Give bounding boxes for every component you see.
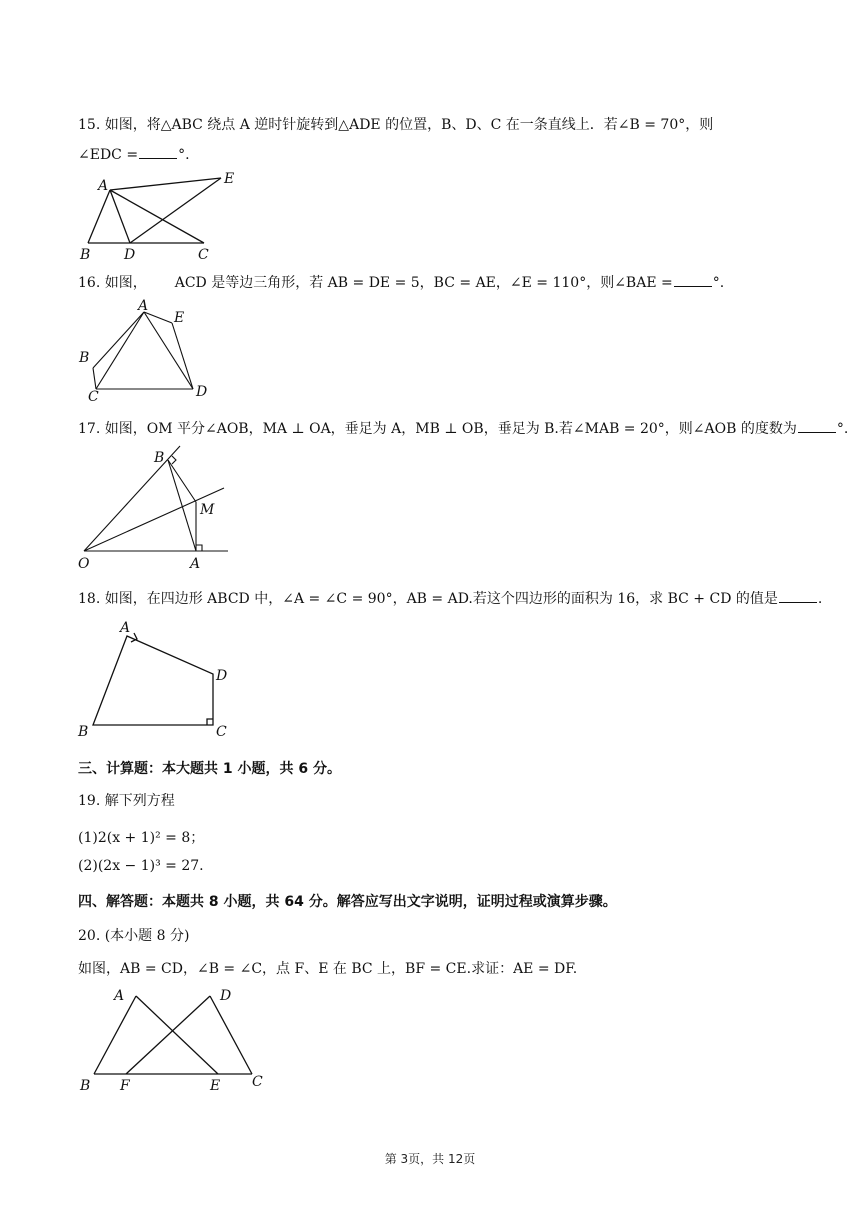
q19-title: 19. 解下列方程 bbox=[78, 793, 175, 809]
q15-text-line1: 15. 如图，将△ABC 绕点 A 逆时针旋转到△ADE 的位置，B、D、C 在一条直线上．若∠B = 70°，则 bbox=[78, 117, 714, 133]
label-A: A bbox=[98, 178, 109, 194]
q18-period: . bbox=[817, 591, 823, 607]
label-D: D bbox=[196, 384, 208, 400]
q16-text bbox=[78, 272, 724, 292]
q20-title: 20. (本小题 8 分) bbox=[78, 928, 190, 944]
q20-text: 如图，AB = CD，∠B = ∠C，点 F、E 在 BC 上，BF = CE.求证：AE = DF. bbox=[78, 961, 578, 977]
q17-figure bbox=[76, 440, 236, 572]
label-C: C bbox=[88, 389, 99, 402]
q16-text-b: ACD 是等边三角形，若 AB = DE = 5，BC = AE，∠E = 110°，则∠BAE = bbox=[174, 275, 673, 291]
label-O: O bbox=[78, 556, 90, 572]
q19-equation-2: (2)(2x − 1)³ = 27. bbox=[78, 858, 204, 874]
answer-blank bbox=[779, 590, 817, 603]
label-F: F bbox=[120, 1078, 130, 1094]
page-footer: 第 3页，共 12页 bbox=[384, 1152, 476, 1166]
label-E: E bbox=[174, 310, 185, 326]
q19-equation-1: (1)2(x + 1)² = 8； bbox=[78, 830, 205, 846]
label-E: E bbox=[210, 1078, 221, 1094]
label-C: C bbox=[216, 724, 227, 740]
q18-text-a: 18. 如图，在四边形 ABCD 中，∠A = ∠C = 90°，AB = AD.若这个四边形的面积为 16，求 BC + CD 的值是 bbox=[78, 591, 778, 607]
label-C: C bbox=[252, 1074, 263, 1090]
q16-text-a: 16. 如图， bbox=[78, 275, 147, 291]
q17-unit: °. bbox=[836, 421, 849, 437]
label-A: A bbox=[120, 620, 131, 636]
label-A: A bbox=[190, 556, 201, 572]
label-B: B bbox=[79, 350, 90, 366]
q16-unit: °. bbox=[712, 275, 725, 291]
q18-text bbox=[78, 588, 822, 608]
q18-figure bbox=[76, 614, 246, 742]
label-B: B bbox=[80, 1078, 91, 1094]
answer-blank bbox=[139, 146, 177, 159]
q15-text-line2 bbox=[78, 146, 190, 163]
label-A: A bbox=[138, 298, 149, 314]
label-D: D bbox=[124, 247, 136, 262]
answer-blank bbox=[798, 420, 836, 433]
label-D: D bbox=[220, 988, 232, 1004]
label-M: M bbox=[200, 502, 215, 518]
label-E: E bbox=[224, 171, 235, 187]
label-B: B bbox=[154, 450, 165, 466]
q17-text bbox=[78, 418, 848, 438]
q15-angle-label: ∠EDC = bbox=[78, 147, 139, 163]
q17-text-a: 17. 如图，OM 平分∠AOB，MA ⊥ OA，垂足为 A，MB ⊥ OB，垂足为 B.若∠MAB = 20°，则∠AOB 的度数为 bbox=[78, 421, 797, 437]
q15-unit: °. bbox=[178, 147, 190, 163]
section-3-heading: 三、计算题：本大题共 1 小题，共 6 分。 bbox=[78, 761, 341, 777]
answer-blank bbox=[674, 274, 712, 287]
label-C: C bbox=[198, 247, 209, 262]
label-A: A bbox=[114, 988, 125, 1004]
label-D: D bbox=[216, 668, 228, 684]
label-B: B bbox=[78, 724, 89, 740]
q20-figure bbox=[76, 982, 276, 1094]
q15-figure bbox=[76, 170, 256, 262]
section-4-heading: 四、解答题：本题共 8 小题，共 64 分。解答应写出文字说明，证明过程或演算步骤。 bbox=[78, 894, 617, 910]
label-B: B bbox=[80, 247, 91, 262]
q16-figure bbox=[76, 296, 216, 402]
